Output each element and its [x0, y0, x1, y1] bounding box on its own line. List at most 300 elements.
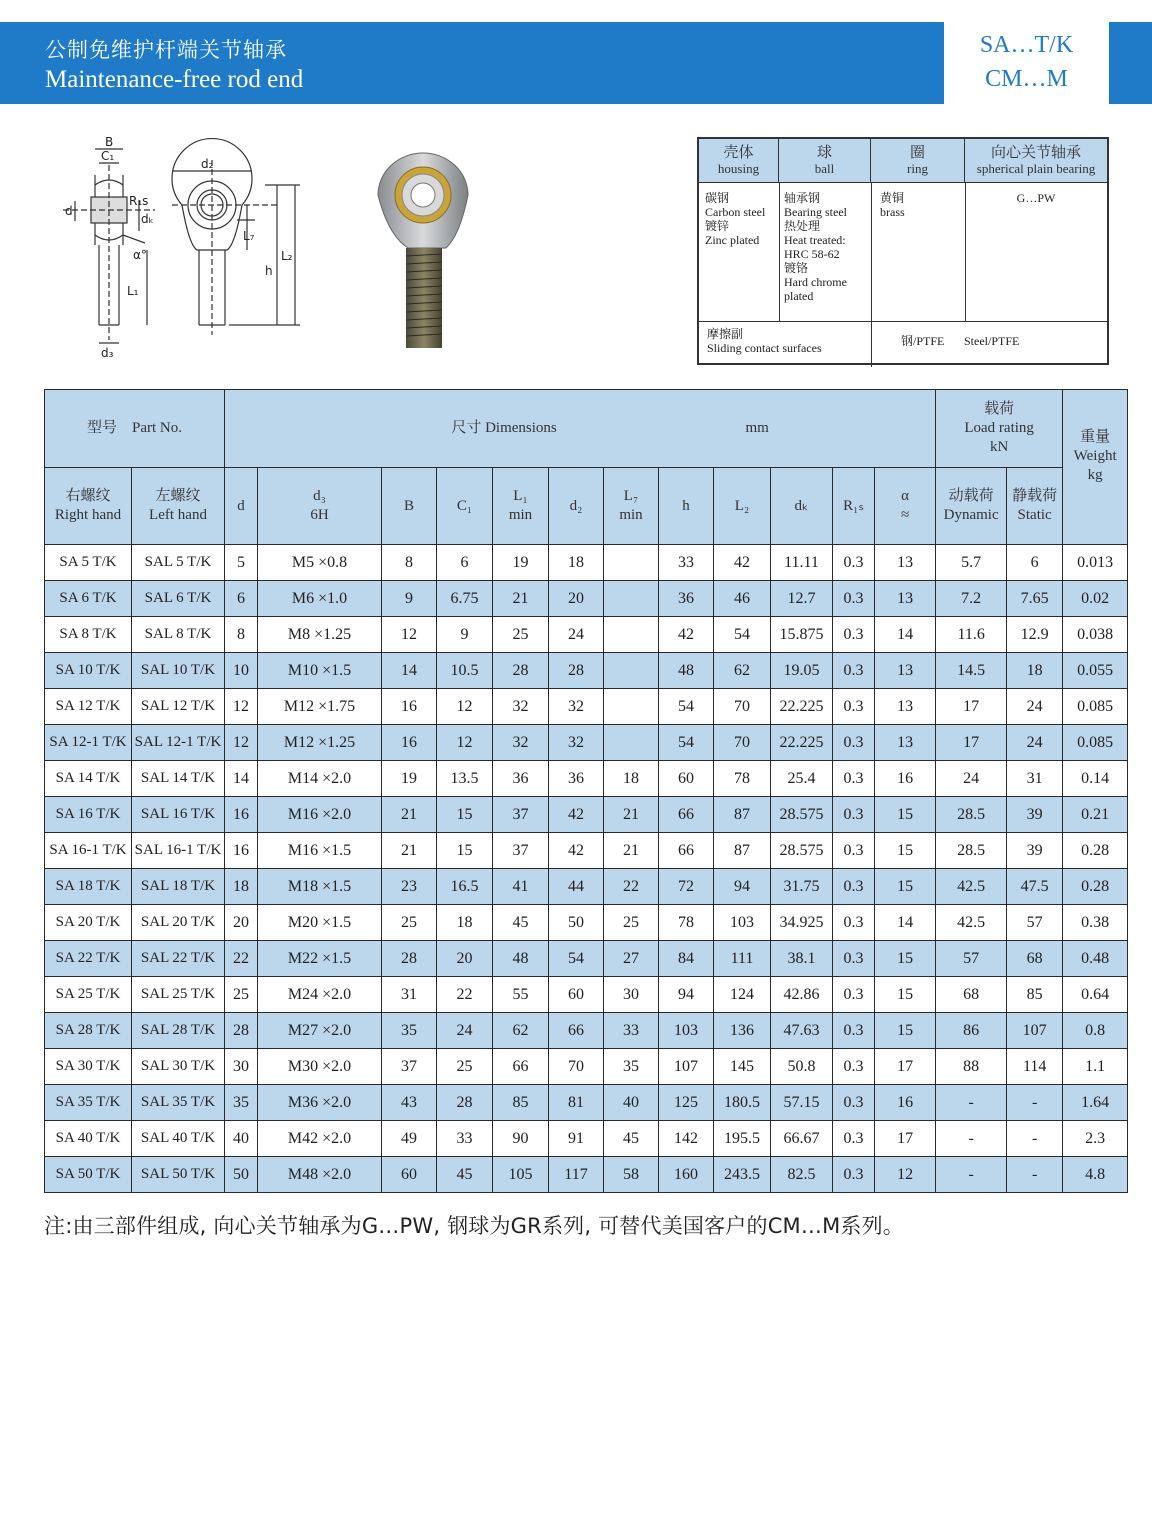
table-cell: 124: [714, 977, 771, 1013]
table-cell: 16: [225, 833, 258, 869]
table-cell: 42: [549, 833, 604, 869]
table-cell: 0.038: [1063, 617, 1128, 653]
table-cell: 16: [382, 689, 437, 725]
table-cell: M36 ×2.0: [258, 1085, 382, 1121]
table-cell: 36: [493, 761, 549, 797]
series-box: [944, 22, 1109, 104]
side-accent-bar: [1109, 22, 1152, 104]
header-right-hand: 右螺纹 Right hand: [45, 468, 132, 545]
table-cell: 58: [604, 1157, 659, 1193]
table-cell: 16.5: [437, 869, 493, 905]
table-cell: SAL 30 T/K: [132, 1049, 225, 1085]
table-cell: -: [1007, 1121, 1063, 1157]
table-cell: 48: [659, 653, 714, 689]
table-cell: SAL 16 T/K: [132, 797, 225, 833]
table-cell: 12: [225, 725, 258, 761]
table-row: [45, 1013, 1128, 1049]
table-cell: 16: [225, 797, 258, 833]
table-cell: 43: [382, 1085, 437, 1121]
table-cell: M20 ×1.5: [258, 905, 382, 941]
table-cell: 7.65: [1007, 581, 1063, 617]
table-cell: 33: [659, 545, 714, 581]
header-weight: 重量 Weight kg: [1063, 390, 1128, 545]
table-cell: SA 10 T/K: [45, 653, 132, 689]
table-cell: SAL 8 T/K: [132, 617, 225, 653]
table-cell: 1.64: [1063, 1085, 1128, 1121]
mat-header-ring: 圈 ring: [871, 139, 965, 182]
header-load: 载荷 Load rating kN: [936, 390, 1063, 468]
table-cell: 15: [437, 797, 493, 833]
table-cell: 66: [659, 833, 714, 869]
header-L7: L₇ min: [604, 468, 659, 545]
table-cell: 50: [549, 905, 604, 941]
table-cell: 70: [714, 725, 771, 761]
table-cell: 88: [936, 1049, 1007, 1085]
table-cell: 12.7: [771, 581, 833, 617]
table-cell: 57: [1007, 905, 1063, 941]
table-cell: 0.3: [833, 905, 875, 941]
mat-ring: 黄铜 brass: [880, 191, 905, 219]
table-cell: 66: [493, 1049, 549, 1085]
table-cell: M12 ×1.75: [258, 689, 382, 725]
label-L2: L₂: [281, 249, 293, 263]
header-d2: d₂: [549, 468, 604, 545]
table-cell: 15: [875, 977, 936, 1013]
table-cell: 72: [659, 869, 714, 905]
table-cell: 78: [659, 905, 714, 941]
table-cell: 28: [437, 1085, 493, 1121]
table-cell: 55: [493, 977, 549, 1013]
table-cell: 17: [875, 1121, 936, 1157]
table-cell: 0.02: [1063, 581, 1128, 617]
series-code-2: CM…M: [985, 66, 1068, 92]
table-cell: 31: [1007, 761, 1063, 797]
header-static: 静载荷 Static: [1007, 468, 1063, 545]
table-cell: 36: [659, 581, 714, 617]
table-row: [45, 545, 1128, 581]
table-cell: 5: [225, 545, 258, 581]
header-h: h: [659, 468, 714, 545]
table-cell: 50: [225, 1157, 258, 1193]
materials-table: [697, 137, 1109, 365]
table-cell: 0.3: [833, 1049, 875, 1085]
table-cell: 0.3: [833, 869, 875, 905]
table-cell: M27 ×2.0: [258, 1013, 382, 1049]
table-cell: 0.3: [833, 581, 875, 617]
mat-sliding-label: 摩擦副 Sliding contact surfaces: [707, 327, 822, 355]
table-cell: -: [1007, 1157, 1063, 1193]
table-cell: 2.3: [1063, 1121, 1128, 1157]
table-row: [45, 977, 1128, 1013]
table-cell: SA 35 T/K: [45, 1085, 132, 1121]
table-cell: M24 ×2.0: [258, 977, 382, 1013]
table-cell: 25: [437, 1049, 493, 1085]
table-cell: 0.3: [833, 653, 875, 689]
table-cell: 12: [382, 617, 437, 653]
table-cell: SAL 50 T/K: [132, 1157, 225, 1193]
table-row: [45, 905, 1128, 941]
table-cell: M5 ×0.8: [258, 545, 382, 581]
footnote: 注:由三部件组成, 向心关节轴承为G…PW, 钢球为GR系列, 可替代美国客户的CM…M系列。: [44, 1214, 904, 1238]
table-row: [45, 797, 1128, 833]
table-cell: 42.86: [771, 977, 833, 1013]
header-L1: L₁ min: [493, 468, 549, 545]
table-cell: 8: [225, 617, 258, 653]
table-cell: [604, 689, 659, 725]
table-cell: 31.75: [771, 869, 833, 905]
table-cell: SA 16 T/K: [45, 797, 132, 833]
table-cell: 0.3: [833, 545, 875, 581]
header-R1s: R₁ₛ: [833, 468, 875, 545]
table-cell: 15: [875, 869, 936, 905]
table-cell: 22.225: [771, 725, 833, 761]
table-cell: 20: [437, 941, 493, 977]
table-cell: 0.3: [833, 617, 875, 653]
table-cell: M10 ×1.5: [258, 653, 382, 689]
table-row: [45, 869, 1128, 905]
table-cell: 25: [382, 905, 437, 941]
header-d3: d₃ 6H: [258, 468, 382, 545]
table-cell: 42: [659, 617, 714, 653]
table-cell: SAL 10 T/K: [132, 653, 225, 689]
table-cell: 62: [493, 1013, 549, 1049]
table-cell: SAL 35 T/K: [132, 1085, 225, 1121]
table-cell: [604, 653, 659, 689]
label-C1: C₁: [101, 149, 115, 163]
table-cell: 24: [1007, 725, 1063, 761]
table-cell: 42.5: [936, 905, 1007, 941]
table-cell: 160: [659, 1157, 714, 1193]
table-row: [45, 941, 1128, 977]
table-cell: SA 8 T/K: [45, 617, 132, 653]
table-cell: 12: [437, 689, 493, 725]
table-cell: 66: [659, 797, 714, 833]
table-cell: 103: [714, 905, 771, 941]
table-cell: 85: [493, 1085, 549, 1121]
table-cell: 19: [493, 545, 549, 581]
table-cell: 66.67: [771, 1121, 833, 1157]
table-cell: 10: [225, 653, 258, 689]
table-cell: 54: [549, 941, 604, 977]
table-cell: 30: [225, 1049, 258, 1085]
header-partno: 型号 Part No.: [45, 390, 225, 468]
table-cell: 87: [714, 797, 771, 833]
table-cell: 105: [493, 1157, 549, 1193]
table-cell: 87: [714, 833, 771, 869]
table-cell: 0.3: [833, 761, 875, 797]
table-cell: SA 20 T/K: [45, 905, 132, 941]
table-cell: 84: [659, 941, 714, 977]
table-cell: 13.5: [437, 761, 493, 797]
table-cell: 66: [549, 1013, 604, 1049]
table-cell: 14: [875, 617, 936, 653]
table-cell: 16: [875, 761, 936, 797]
table-cell: 13: [875, 689, 936, 725]
table-cell: 28: [549, 653, 604, 689]
table-cell: 24: [437, 1013, 493, 1049]
header-dk: dₖ: [771, 468, 833, 545]
table-cell: 21: [604, 833, 659, 869]
table-cell: 5.7: [936, 545, 1007, 581]
table-cell: 28: [382, 941, 437, 977]
table-cell: 17: [936, 689, 1007, 725]
mat-ball: 轴承钢 Bearing steel 热处理 Heat treated: HRC 58-62 镀铬 Hard chrome plated: [784, 191, 847, 303]
table-cell: 60: [659, 761, 714, 797]
table-cell: 180.5: [714, 1085, 771, 1121]
table-cell: M14 ×2.0: [258, 761, 382, 797]
header-alpha: α ≈: [875, 468, 936, 545]
table-cell: SAL 18 T/K: [132, 869, 225, 905]
table-cell: 33: [437, 1121, 493, 1157]
table-cell: 46: [714, 581, 771, 617]
table-cell: 91: [549, 1121, 604, 1157]
table-cell: 136: [714, 1013, 771, 1049]
table-cell: 45: [604, 1121, 659, 1157]
table-cell: 0.8: [1063, 1013, 1128, 1049]
table-cell: 125: [659, 1085, 714, 1121]
table-cell: -: [936, 1121, 1007, 1157]
table-cell: 0.013: [1063, 545, 1128, 581]
table-cell: 36: [549, 761, 604, 797]
label-d: d: [65, 204, 73, 218]
table-cell: 243.5: [714, 1157, 771, 1193]
table-cell: -: [936, 1085, 1007, 1121]
table-cell: 6: [437, 545, 493, 581]
table-cell: 47.63: [771, 1013, 833, 1049]
header-dimensions: 尺寸 Dimensions mm: [225, 390, 936, 468]
table-cell: 32: [493, 689, 549, 725]
table-cell: 44: [549, 869, 604, 905]
title-en: Maintenance-free rod end: [45, 66, 304, 93]
table-cell: 85: [1007, 977, 1063, 1013]
table-cell: SA 28 T/K: [45, 1013, 132, 1049]
table-cell: 14: [382, 653, 437, 689]
table-cell: 17: [936, 725, 1007, 761]
table-cell: 9: [382, 581, 437, 617]
table-cell: 10.5: [437, 653, 493, 689]
table-cell: 40: [604, 1085, 659, 1121]
label-L7: L₇: [243, 229, 255, 243]
table-cell: 60: [549, 977, 604, 1013]
table-cell: M8 ×1.25: [258, 617, 382, 653]
header-left-hand: 左螺纹 Left hand: [132, 468, 225, 545]
mat-header-ball: 球 ball: [779, 139, 871, 182]
table-cell: 8: [382, 545, 437, 581]
table-cell: 21: [382, 833, 437, 869]
table-cell: 0.3: [833, 1121, 875, 1157]
header-banner: [0, 22, 944, 104]
table-cell: 21: [604, 797, 659, 833]
table-cell: 15: [875, 941, 936, 977]
table-cell: 12.9: [1007, 617, 1063, 653]
table-cell: M48 ×2.0: [258, 1157, 382, 1193]
table-cell: M6 ×1.0: [258, 581, 382, 617]
table-cell: 48: [493, 941, 549, 977]
table-cell: 81: [549, 1085, 604, 1121]
table-cell: 6.75: [437, 581, 493, 617]
mat-header-housing: 壳体 housing: [699, 139, 779, 182]
table-cell: 37: [382, 1049, 437, 1085]
table-cell: 13: [875, 653, 936, 689]
table-cell: SAL 40 T/K: [132, 1121, 225, 1157]
table-cell: 12: [875, 1157, 936, 1193]
table-cell: 32: [493, 725, 549, 761]
table-cell: 41: [493, 869, 549, 905]
table-cell: 14: [225, 761, 258, 797]
table-cell: 35: [225, 1085, 258, 1121]
table-cell: SA 6 T/K: [45, 581, 132, 617]
table-cell: 32: [549, 689, 604, 725]
table-cell: 45: [437, 1157, 493, 1193]
table-cell: 13: [875, 581, 936, 617]
table-cell: 62: [714, 653, 771, 689]
table-cell: 103: [659, 1013, 714, 1049]
table-cell: 0.085: [1063, 725, 1128, 761]
table-cell: SA 14 T/K: [45, 761, 132, 797]
table-cell: 11.6: [936, 617, 1007, 653]
label-B: B: [105, 135, 114, 149]
table-cell: 21: [493, 581, 549, 617]
table-cell: M16 ×2.0: [258, 797, 382, 833]
table-cell: 16: [382, 725, 437, 761]
header-C1: C₁: [437, 468, 493, 545]
table-cell: 60: [382, 1157, 437, 1193]
table-cell: 42.5: [936, 869, 1007, 905]
table-cell: 35: [604, 1049, 659, 1085]
table-cell: 28.575: [771, 797, 833, 833]
table-cell: SAL 16-1 T/K: [132, 833, 225, 869]
table-cell: 31: [382, 977, 437, 1013]
table-cell: M12 ×1.25: [258, 725, 382, 761]
table-cell: M16 ×1.5: [258, 833, 382, 869]
table-cell: 54: [659, 725, 714, 761]
header-L2: L₂: [714, 468, 771, 545]
table-cell: 28.5: [936, 833, 1007, 869]
mat-sliding-value-cn: 钢/PTFE: [901, 334, 945, 348]
table-cell: 27: [604, 941, 659, 977]
table-cell: 22: [437, 977, 493, 1013]
label-alpha: α°: [133, 248, 147, 262]
table-cell: SAL 12-1 T/K: [132, 725, 225, 761]
table-cell: 15.875: [771, 617, 833, 653]
table-cell: M42 ×2.0: [258, 1121, 382, 1157]
table-cell: 107: [1007, 1013, 1063, 1049]
table-cell: 0.055: [1063, 653, 1128, 689]
table-row: [45, 653, 1128, 689]
table-cell: 39: [1007, 833, 1063, 869]
table-cell: 28.5: [936, 797, 1007, 833]
table-cell: SA 12-1 T/K: [45, 725, 132, 761]
table-cell: 12: [225, 689, 258, 725]
table-cell: 9: [437, 617, 493, 653]
table-cell: SA 16-1 T/K: [45, 833, 132, 869]
table-cell: M22 ×1.5: [258, 941, 382, 977]
table-cell: SA 30 T/K: [45, 1049, 132, 1085]
table-row: [45, 1049, 1128, 1085]
table-row: [45, 761, 1128, 797]
mat-header-bearing: 向心关节轴承 spherical plain bearing: [965, 139, 1107, 182]
table-cell: 78: [714, 761, 771, 797]
table-cell: [604, 581, 659, 617]
header-d: d: [225, 468, 258, 545]
table-cell: 0.085: [1063, 689, 1128, 725]
header-B: B: [382, 468, 437, 545]
mat-housing: 碳钢 Carbon steel 镀锌 Zinc plated: [705, 191, 766, 247]
table-cell: 50.8: [771, 1049, 833, 1085]
table-cell: 25: [225, 977, 258, 1013]
spec-table-body: [45, 545, 1128, 1193]
table-cell: M18 ×1.5: [258, 869, 382, 905]
table-cell: SA 18 T/K: [45, 869, 132, 905]
table-cell: SAL 14 T/K: [132, 761, 225, 797]
table-cell: 0.3: [833, 689, 875, 725]
table-cell: 54: [659, 689, 714, 725]
table-cell: 54: [714, 617, 771, 653]
table-cell: 57.15: [771, 1085, 833, 1121]
table-row: [45, 1157, 1128, 1193]
table-cell: 24: [549, 617, 604, 653]
table-cell: 18: [225, 869, 258, 905]
table-row: [45, 1085, 1128, 1121]
table-cell: 114: [1007, 1049, 1063, 1085]
mat-sliding-value-en: Steel/PTFE: [964, 334, 1020, 348]
table-cell: 0.3: [833, 977, 875, 1013]
table-cell: 24: [1007, 689, 1063, 725]
table-cell: 90: [493, 1121, 549, 1157]
table-cell: 18: [549, 545, 604, 581]
table-cell: 42: [549, 797, 604, 833]
table-cell: 0.38: [1063, 905, 1128, 941]
table-cell: [604, 617, 659, 653]
table-cell: SAL 22 T/K: [132, 941, 225, 977]
table-row: [45, 689, 1128, 725]
table-cell: 13: [875, 725, 936, 761]
table-cell: 0.3: [833, 833, 875, 869]
table-cell: 22.225: [771, 689, 833, 725]
spec-table: [44, 389, 1128, 1193]
table-cell: 15: [875, 833, 936, 869]
table-cell: 94: [714, 869, 771, 905]
table-cell: SA 40 T/K: [45, 1121, 132, 1157]
technical-drawing: [55, 135, 315, 360]
table-cell: 40: [225, 1121, 258, 1157]
table-cell: 1.1: [1063, 1049, 1128, 1085]
table-cell: 94: [659, 977, 714, 1013]
table-row: [45, 833, 1128, 869]
table-cell: 0.48: [1063, 941, 1128, 977]
table-cell: 20: [225, 905, 258, 941]
table-cell: 0.28: [1063, 869, 1128, 905]
table-cell: SAL 20 T/K: [132, 905, 225, 941]
label-d2: d₂: [201, 157, 214, 171]
table-cell: M30 ×2.0: [258, 1049, 382, 1085]
label-h: h: [265, 264, 273, 278]
table-cell: 82.5: [771, 1157, 833, 1193]
table-row: [45, 617, 1128, 653]
table-cell: 111: [714, 941, 771, 977]
table-cell: 37: [493, 833, 549, 869]
table-cell: SA 12 T/K: [45, 689, 132, 725]
table-cell: 7.2: [936, 581, 1007, 617]
table-cell: 28: [225, 1013, 258, 1049]
table-cell: SAL 5 T/K: [132, 545, 225, 581]
table-cell: SAL 25 T/K: [132, 977, 225, 1013]
table-cell: 0.3: [833, 797, 875, 833]
table-cell: 68: [1007, 941, 1063, 977]
table-cell: 57: [936, 941, 1007, 977]
table-cell: 22: [604, 869, 659, 905]
table-cell: 0.64: [1063, 977, 1128, 1013]
